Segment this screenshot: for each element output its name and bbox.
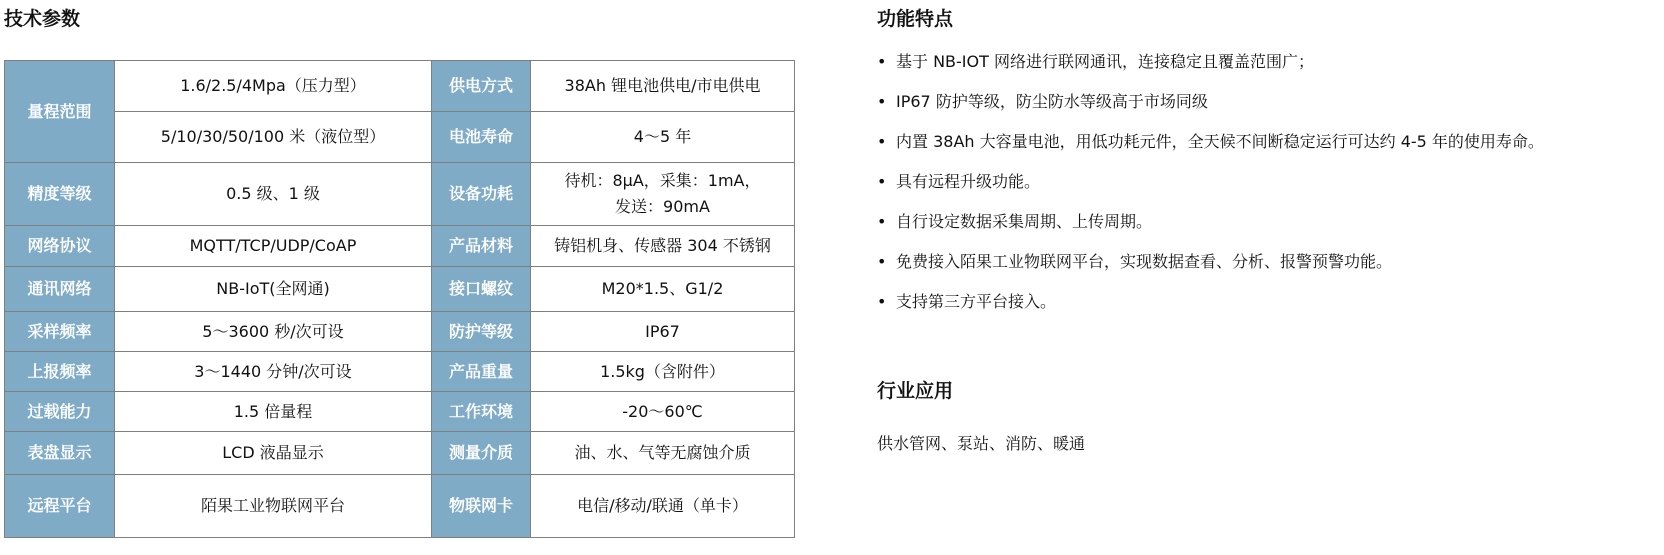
spec-value: 5～3600 秒/次可设 (115, 312, 432, 352)
spec-value: 38Ah 锂电池供电/市电供电 (531, 61, 795, 112)
spec-value: 陌果工业物联网平台 (115, 475, 432, 538)
spec-label: 产品材料 (432, 226, 531, 267)
table-row (5, 163, 795, 226)
feature-item: • 具有远程升级功能。 (877, 172, 1657, 212)
feature-item: • 支持第三方平台接入。 (877, 292, 1657, 332)
feature-item: • 内置 38Ah 大容量电池，用低功耗元件，全天候不间断稳定运行可达约 4-5 年的使用寿命。 (877, 132, 1657, 172)
spec-value: MQTT/TCP/UDP/CoAP (115, 226, 432, 267)
table-row (5, 312, 795, 352)
spec-value: 电信/移动/联通（单卡） (531, 475, 795, 538)
spec-label: 精度等级 (5, 163, 115, 226)
feature-item: • 基于 NB-IOT 网络进行联网通讯，连接稳定且覆盖范围广； (877, 52, 1657, 92)
spec-value: 3～1440 分钟/次可设 (115, 352, 432, 392)
spec-value: 4～5 年 (531, 112, 795, 163)
spec-label: 网络协议 (5, 226, 115, 267)
spec-value: 1.5kg（含附件） (531, 352, 795, 392)
feature-item: • 免费接入陌果工业物联网平台，实现数据查看、分析、报警预警功能。 (877, 252, 1657, 292)
table-row (5, 267, 795, 312)
table-row (5, 61, 795, 112)
spec-label: 电池寿命 (432, 112, 531, 163)
feature-item: • IP67 防护等级，防尘防水等级高于市场同级 (877, 92, 1657, 132)
spec-label: 接口螺纹 (432, 267, 531, 312)
table-row (5, 112, 795, 163)
spec-label: 测量介质 (432, 432, 531, 475)
spec-value-power (531, 163, 795, 226)
spec-value: 油、水、气等无腐蚀介质 (531, 432, 795, 475)
spec-value: 铸铝机身、传感器 304 不锈钢 (531, 226, 795, 267)
spec-value: M20*1.5、G1/2 (531, 267, 795, 312)
spec-label: 产品重量 (432, 352, 531, 392)
spec-value: 1.6/2.5/4Mpa（压力型） (115, 61, 432, 112)
spec-label: 设备功耗 (432, 163, 531, 226)
spec-label: 通讯网络 (5, 267, 115, 312)
spec-value: 5/10/30/50/100 米（液位型） (115, 112, 432, 163)
spec-label: 工作环境 (432, 392, 531, 432)
table-row (5, 226, 795, 267)
application-title: 行业应用 (877, 380, 954, 402)
table-row (5, 352, 795, 392)
spec-value: 0.5 级、1 级 (115, 163, 432, 226)
spec-label: 过载能力 (5, 392, 115, 432)
features-list (877, 52, 1657, 332)
spec-label: 供电方式 (432, 61, 531, 112)
spec-label: 上报频率 (5, 352, 115, 392)
spec-label: 远程平台 (5, 475, 115, 538)
table-row (5, 432, 795, 475)
application-text: 供水管网、泵站、消防、暖通 (877, 434, 1086, 453)
spec-label: 物联网卡 (432, 475, 531, 538)
spec-value: -20～60℃ (531, 392, 795, 432)
spec-value: 1.5 倍量程 (115, 392, 432, 432)
power-line-2: 发送：90mA (615, 197, 710, 216)
table-row (5, 392, 795, 432)
power-line-1: 待机：8μA，采集：1mA， (564, 171, 761, 190)
spec-table (4, 60, 795, 538)
features-title: 功能特点 (877, 8, 954, 30)
spec-value: IP67 (531, 312, 795, 352)
spec-value: NB-IoT(全网通) (115, 267, 432, 312)
spec-label: 表盘显示 (5, 432, 115, 475)
tech-params-title: 技术参数 (4, 8, 81, 30)
spec-label: 采样频率 (5, 312, 115, 352)
spec-label: 量程范围 (5, 61, 115, 163)
spec-value: LCD 液晶显示 (115, 432, 432, 475)
spec-label: 防护等级 (432, 312, 531, 352)
table-row (5, 475, 795, 538)
feature-item: • 自行设定数据采集周期、上传周期。 (877, 212, 1657, 252)
